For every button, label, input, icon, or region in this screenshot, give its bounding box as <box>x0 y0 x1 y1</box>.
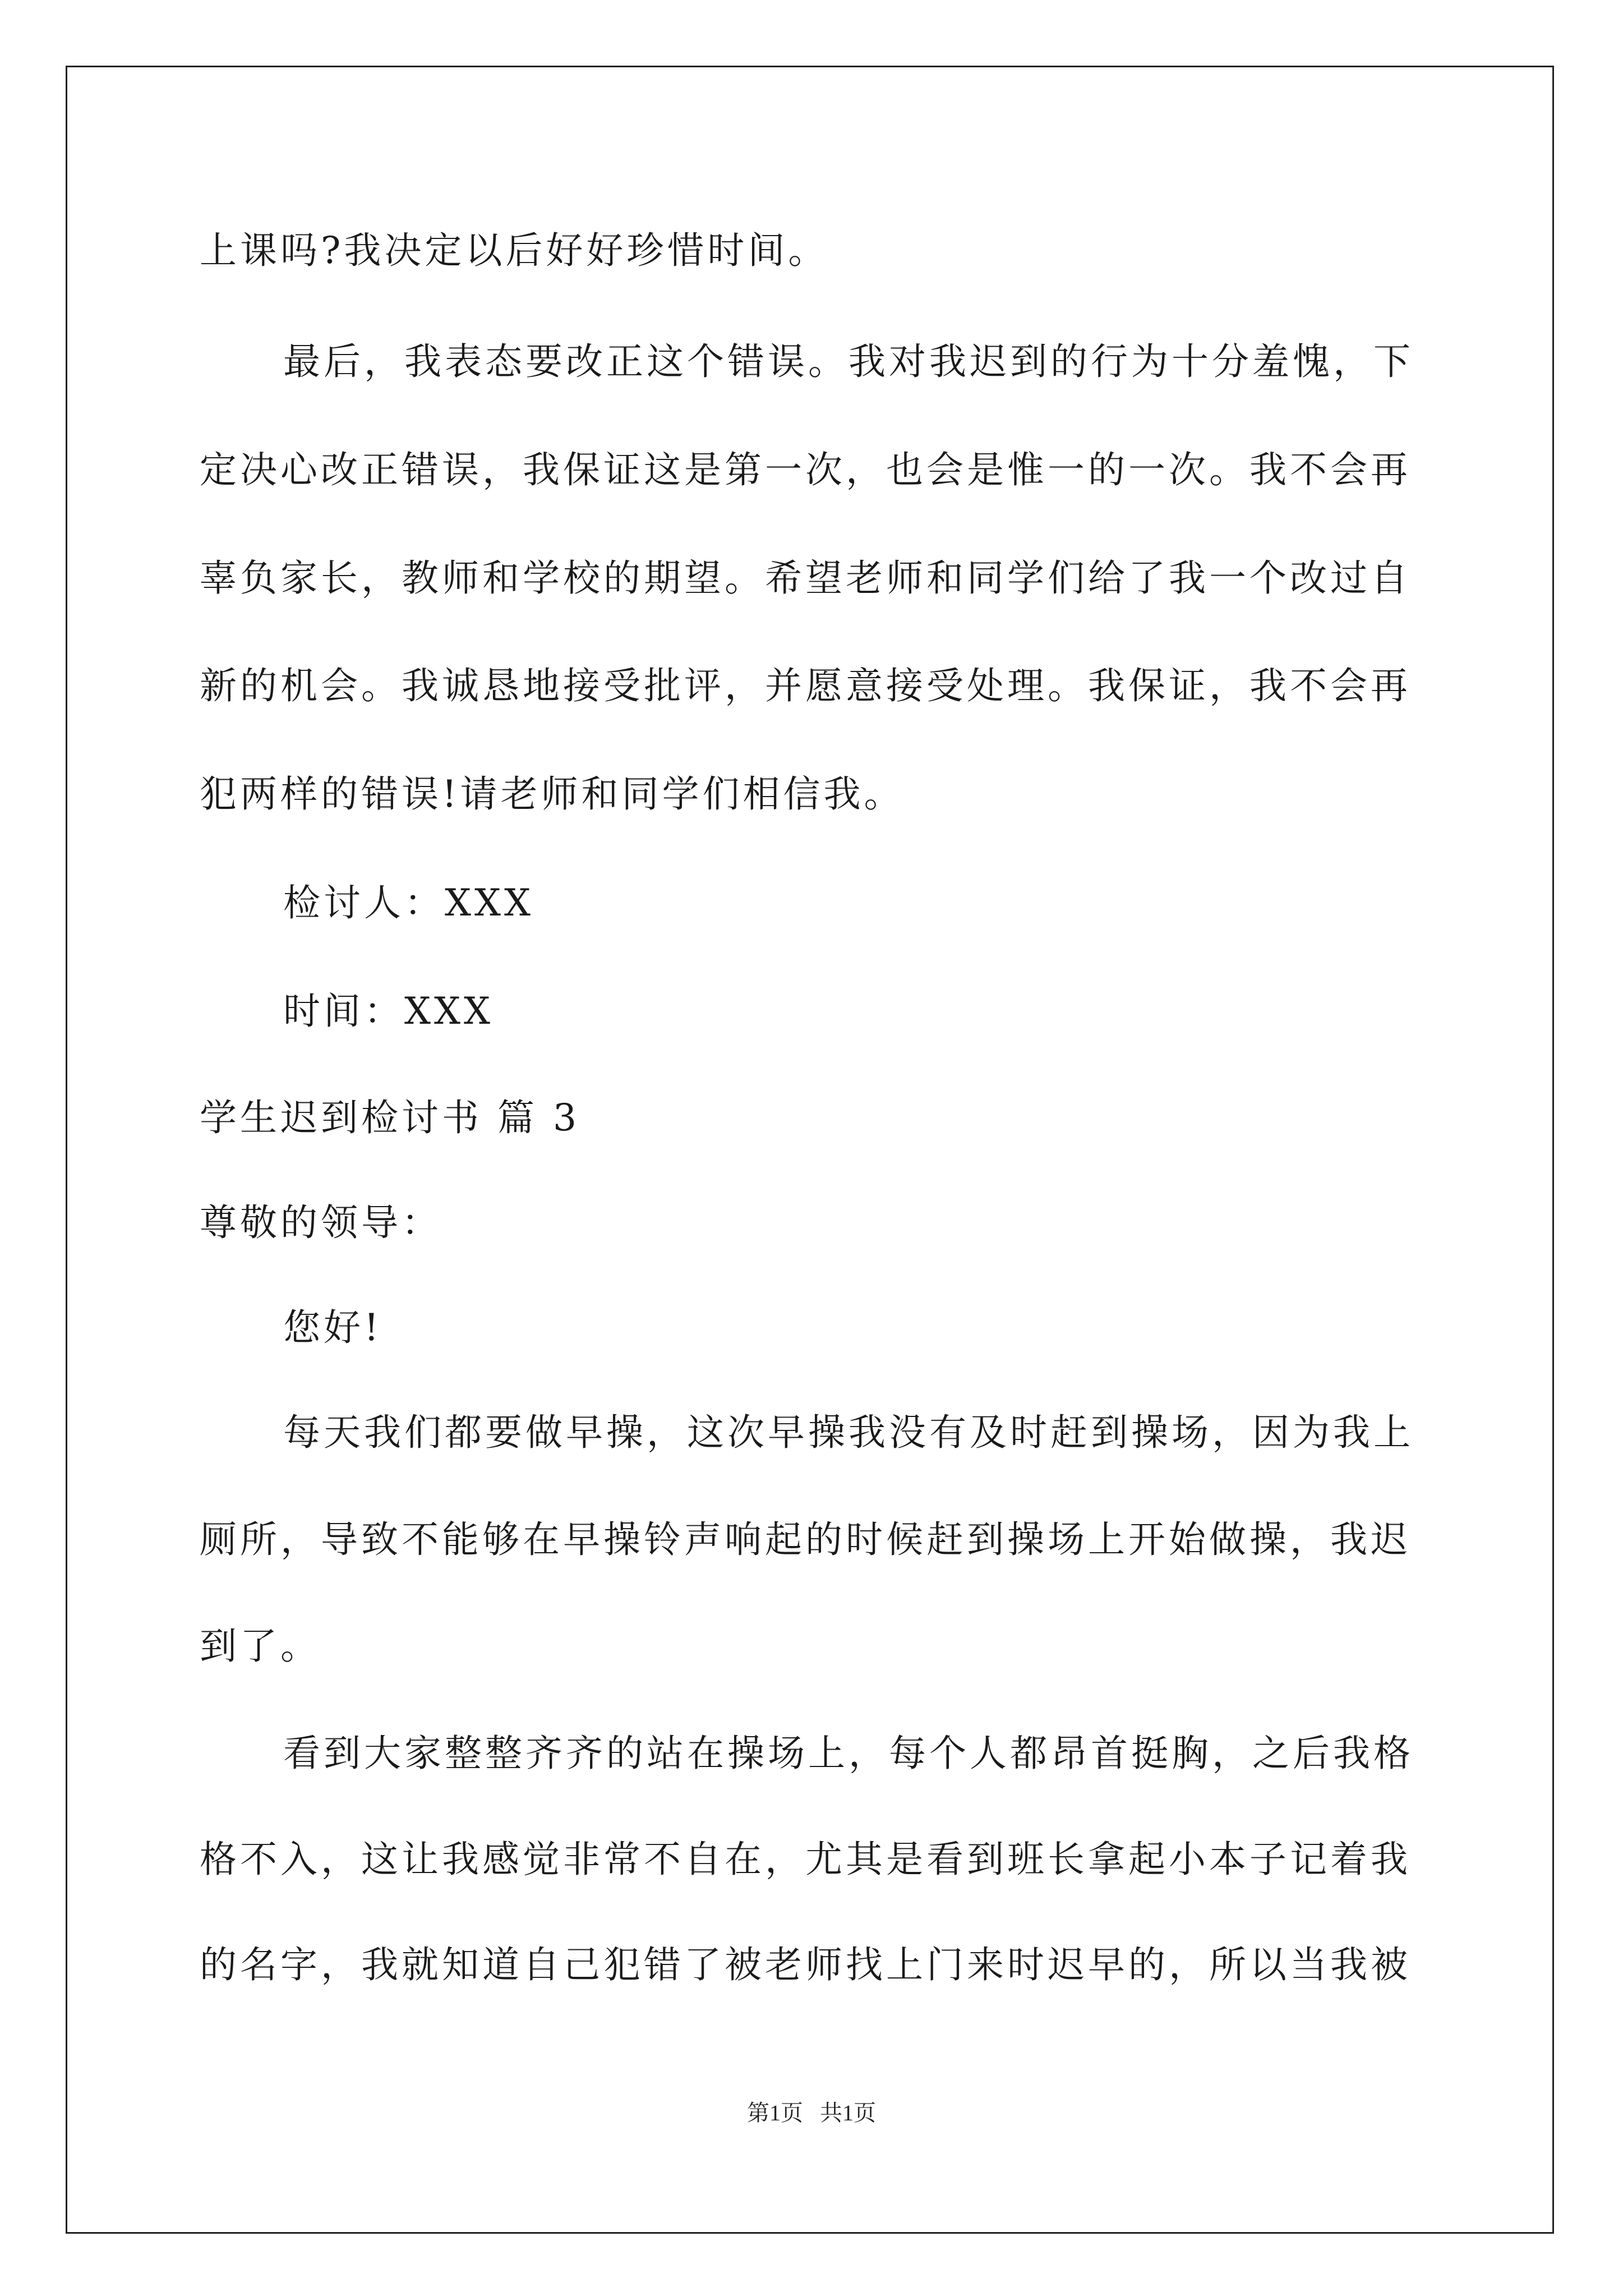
text-line: 犯两样的错误!请老师和同学们相信我。 <box>200 772 905 816</box>
text-line: 到了。 <box>200 1625 321 1668</box>
text-line: 定决心改正错误，我保证这是第一次，也会是惟一的一次。我不会再 <box>200 448 1411 491</box>
section-title: 学生迟到检讨书 篇 3 <box>200 1096 580 1139</box>
page-footer: 第1页 共1页 <box>747 2100 876 2125</box>
text-line: 看到大家整整齐齐的站在操场上，每个人都昂首挺胸，之后我格 <box>283 1732 1414 1775</box>
greeting: 您好! <box>283 1306 382 1349</box>
text-line: 辜负家长，教师和学校的期望。希望老师和同学们给了我一个改过自 <box>200 556 1411 600</box>
page-border <box>66 66 1554 2234</box>
text-line: 厕所，导致不能够在早操铃声响起的时候赶到操场上开始做操，我迟 <box>200 1518 1411 1561</box>
salutation: 尊敬的领导： <box>200 1201 442 1244</box>
signature-date: 时间：XXX <box>283 990 494 1033</box>
text-line: 上课吗?我决定以后好好珍惜时间。 <box>200 229 829 272</box>
text-line: 新的机会。我诚恳地接受批评，并愿意接受处理。我保证，我不会再 <box>200 664 1411 707</box>
text-line: 的名字，我就知道自己犯错了被老师找上门来时迟早的，所以当我被 <box>200 1943 1411 1986</box>
text-line: 最后，我表态要改正这个错误。我对我迟到的行为十分羞愧，下 <box>283 340 1414 383</box>
text-line: 每天我们都要做早操，这次早操我没有及时赶到操场，因为我上 <box>283 1411 1414 1454</box>
signature-author: 检讨人：XXX <box>283 881 534 924</box>
text-line: 格不入，这让我感觉非常不自在，尤其是看到班长拿起小本子记着我 <box>200 1838 1411 1881</box>
